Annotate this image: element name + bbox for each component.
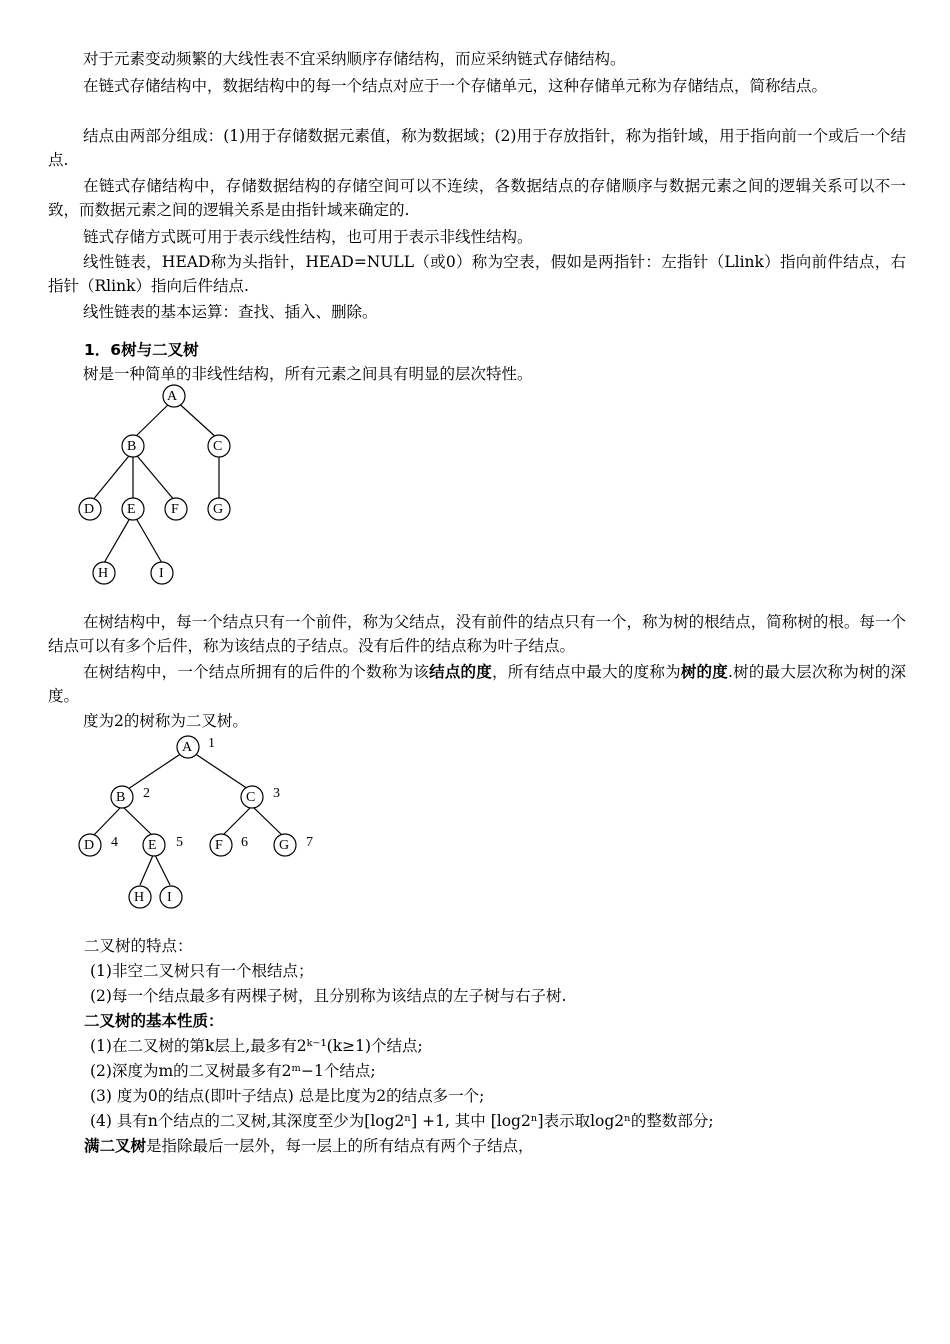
node-label: F <box>171 502 179 517</box>
bold-tree-degree: 树的度 <box>680 662 729 681</box>
paragraph-tree-intro: 树是一种简单的非线性结构，所有元素之间具有明显的层次特性。 <box>83 365 533 383</box>
node-label: D <box>84 838 95 853</box>
tree-node-a <box>163 385 185 407</box>
binary-node-g <box>274 834 313 856</box>
tree-node-e <box>122 498 144 520</box>
node-label: H <box>134 890 145 905</box>
node-number: 2 <box>143 786 150 801</box>
node-label: I <box>159 566 164 581</box>
node-number: 5 <box>176 835 183 850</box>
binary-feature-2: (2)每一个结点最多有两棵子树，且分别称为该结点的左子树与右子树. <box>90 987 567 1005</box>
binary-tree-edges <box>92 749 284 885</box>
paragraph-node-parts: 结点由两部分组成：(1)用于存储数据元素值，称为数据域；(2)用于存放指针，称为指针域，用于指向前一个或后一个结点. <box>48 127 906 169</box>
full-binary-definition: 满二叉树是指除最后一层外，每一层上的所有结点有两个子结点， <box>84 1136 534 1155</box>
node-label: D <box>84 502 95 517</box>
node-label: C <box>213 439 223 454</box>
node-label: B <box>116 790 126 805</box>
paragraph-tree-structure: 在树结构中，每一个结点只有一个前件，称为父结点，没有前件的结点只有一个，称为树的根结点，简称树的根。每一个结点可以有多个后件，称为该结点的子结点。没有后件的结点称为叶子结点。 <box>48 613 906 655</box>
binary-feature-1: (1)非空二叉树只有一个根结点； <box>90 962 314 980</box>
node-label: C <box>246 790 256 805</box>
bold-full-binary: 满二叉树 <box>84 1136 147 1155</box>
node-label: G <box>279 838 290 853</box>
binary-props-title: 二叉树的基本性质： <box>84 1011 224 1030</box>
section-heading: 1．6树与二叉树 <box>84 341 199 359</box>
binary-node-h <box>129 886 151 908</box>
node-number: 4 <box>111 835 118 850</box>
binary-node-d <box>79 834 118 856</box>
binary-node-i <box>160 886 182 908</box>
node-number: 3 <box>273 786 280 801</box>
node-label: G <box>213 502 224 517</box>
paragraph-basic-ops: 线性链表的基本运算：查找、插入、删除。 <box>83 303 378 321</box>
binary-property-3: (3) 度为0的结点(即叶子结点) 总是比度为2的结点多一个; <box>90 1087 485 1105</box>
binary-node-b <box>111 786 150 808</box>
tree-edges <box>92 399 219 563</box>
node-label: F <box>215 838 223 853</box>
paragraph-linear-list: 线性链表，HEAD称为头指针，HEAD=NULL（或0）称为空表，假如是两指针：左指针（Llink）指向前件结点，右指针（Rlink）指向后件结点. <box>48 253 906 295</box>
node-label: E <box>127 502 136 517</box>
tree-node-c <box>208 435 230 457</box>
node-number: 1 <box>208 736 215 751</box>
binary-tree-diagram <box>70 733 330 913</box>
binary-features-title: 二叉树的特点： <box>84 937 193 955</box>
node-number: 6 <box>241 835 248 850</box>
binary-node-a <box>177 736 215 758</box>
binary-node-c <box>241 786 280 808</box>
tree-node-h <box>93 562 115 584</box>
tree-node-f <box>165 498 187 520</box>
paragraph-binary-def: 度为2的树称为二叉树。 <box>83 712 248 730</box>
tree-node-b <box>122 435 144 457</box>
paragraph-linked-usage: 链式存储方式既可用于表示线性结构，也可用于表示非线性结构。 <box>83 228 533 246</box>
node-label: H <box>98 566 109 581</box>
tree-node-d <box>79 498 101 520</box>
binary-property-4: (4) 具有n个结点的二叉树,其深度至少为[log2ⁿ] +1, 其中 [log2ⁿ]表示取log2ⁿ的整数部分; <box>90 1112 714 1130</box>
tree-diagram <box>70 385 270 590</box>
bold-node-degree: 结点的度 <box>429 662 493 681</box>
tree-node-i <box>151 562 173 584</box>
node-label: A <box>182 740 193 755</box>
paragraph-storage-space: 在链式存储结构中，存储数据结构的存储空间可以不连续，各数据结点的存储顺序与数据元素之间的逻辑关系可以不一致，而数据元素之间的逻辑关系是由指针域来确定的. <box>48 177 906 219</box>
tree-node-g <box>208 498 230 520</box>
node-number: 7 <box>306 835 313 850</box>
node-label: A <box>167 389 178 404</box>
binary-node-f <box>210 834 248 856</box>
node-label: I <box>167 890 172 905</box>
binary-property-2: (2)深度为m的二叉树最多有2ᵐ−1个结点; <box>90 1062 376 1080</box>
binary-property-1: (1)在二叉树的第k层上,最多有2ᵏ⁻¹(k≥1)个结点; <box>90 1037 423 1055</box>
paragraph-storage-node: 在链式存储结构中，数据结构中的每一个结点对应于一个存储单元，这种存储单元称为存储结点，简称结点。 <box>83 77 828 95</box>
node-label: E <box>148 838 157 853</box>
paragraph-linked-storage-intro: 对于元素变动频繁的大线性表不宜采纳顺序存储结构，而应采纳链式存储结构。 <box>83 50 626 68</box>
binary-node-e <box>143 834 183 856</box>
node-label: B <box>127 439 137 454</box>
paragraph-degree: 在树结构中，一个结点所拥有的后件的个数称为该结点的度，所有结点中最大的度称为树的度.树的最大层次称为树的深度。 <box>48 662 906 705</box>
